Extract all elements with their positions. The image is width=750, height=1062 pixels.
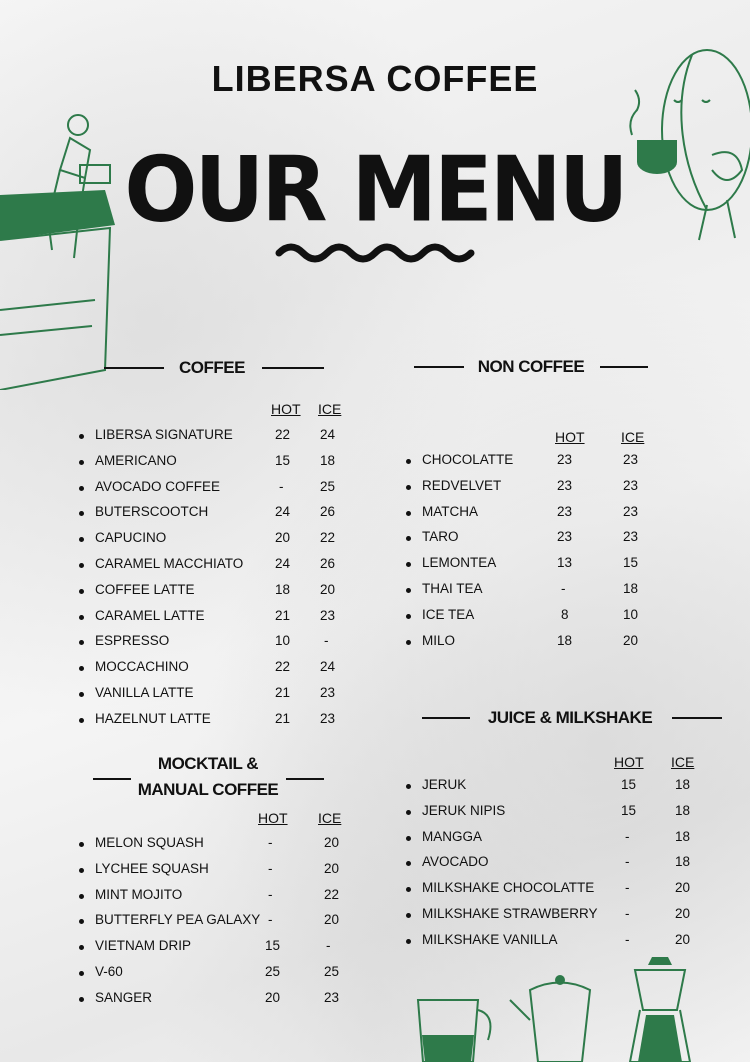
list-item: AMERICANO 15 18 [95,453,355,479]
wave-divider [275,238,475,273]
list-item: SANGER 20 23 [95,990,355,1016]
list-item: MILKSHAKE CHOCOLATTE - 20 [422,880,712,906]
list-item: ESPRESSO 10 - [95,633,355,659]
coffee-rule-right [262,367,324,369]
coffee-ice-header: ICE [318,401,342,417]
list-item: JERUK NIPIS 15 18 [422,803,712,829]
list-item: CAPUCINO 20 22 [95,530,355,556]
list-item: MOCCACHINO 22 24 [95,659,355,685]
juice-ice-header: ICE [671,754,695,770]
noncoffee-rule-right [600,366,648,368]
noncoffee-section-title: NON COFFEE [477,357,585,376]
list-item: CARAMEL LATTE 21 23 [95,608,355,634]
juice-hot-header: HOT [614,754,644,770]
noncoffee-list [422,452,672,658]
list-item: VANILLA LATTE 21 23 [95,685,355,711]
list-item: LIBERSA SIGNATURE 22 24 [95,427,355,453]
list-item: HAZELNUT LATTE 21 23 [95,711,355,737]
list-item: BUTTERFLY PEA GALAXY - 20 [95,912,355,938]
list-item: MILO 18 20 [422,633,672,659]
list-item: AVOCADO - 18 [422,854,712,880]
list-item: LYCHEE SQUASH - 20 [95,861,355,887]
list-item: MANGGA - 18 [422,829,712,855]
list-item: MATCHA 23 23 [422,504,672,530]
juice-list [422,777,712,958]
list-item: TARO 23 23 [422,529,672,555]
noncoffee-ice-header: ICE [621,429,645,445]
mocktail-list [95,835,355,1016]
juice-rule-left [422,717,470,719]
list-item: THAI TEA - 18 [422,581,672,607]
mocktail-hot-header: HOT [258,810,288,826]
list-item: COFFEE LATTE 18 20 [95,582,355,608]
list-item: MILKSHAKE STRAWBERRY - 20 [422,906,712,932]
list-item: BUTERSCOOTCH 24 26 [95,504,355,530]
coffee-rule-left [104,367,164,369]
list-item: MELON SQUASH - 20 [95,835,355,861]
mocktail-rule-right [286,778,324,780]
noncoffee-hot-header: HOT [555,429,585,445]
mocktail-title-line2: MANUAL COFFEE [137,780,279,799]
coffee-hot-header: HOT [271,401,301,417]
coffee-pots-illustration [410,955,710,1062]
list-item: ICE TEA 8 10 [422,607,672,633]
list-item: V-60 25 25 [95,964,355,990]
menu-title: OUR MENU [124,137,626,243]
noncoffee-rule-left [414,366,464,368]
coffee-list [95,427,355,737]
coffee-section-title: COFFEE [179,358,245,377]
list-item: MILKSHAKE VANILLA - 20 [422,932,712,958]
list-item: AVOCADO COFFEE - 25 [95,479,355,505]
mocktail-ice-header: ICE [318,810,342,826]
list-item: CARAMEL MACCHIATO 24 26 [95,556,355,582]
juice-section-title: JUICE & MILKSHAKE [487,708,653,727]
brand-title: LIBERSA COFFEE [211,58,539,99]
list-item: JERUK 15 18 [422,777,712,803]
juice-rule-right [672,717,722,719]
list-item: VIETNAM DRIP 15 - [95,938,355,964]
list-item: CHOCOLATTE 23 23 [422,452,672,478]
mocktail-rule-left [93,778,131,780]
list-item: REDVELVET 23 23 [422,478,672,504]
list-item: MINT MOJITO - 22 [95,887,355,913]
mocktail-title-line1: MOCKTAIL & [157,754,259,773]
list-item: LEMONTEA 13 15 [422,555,672,581]
